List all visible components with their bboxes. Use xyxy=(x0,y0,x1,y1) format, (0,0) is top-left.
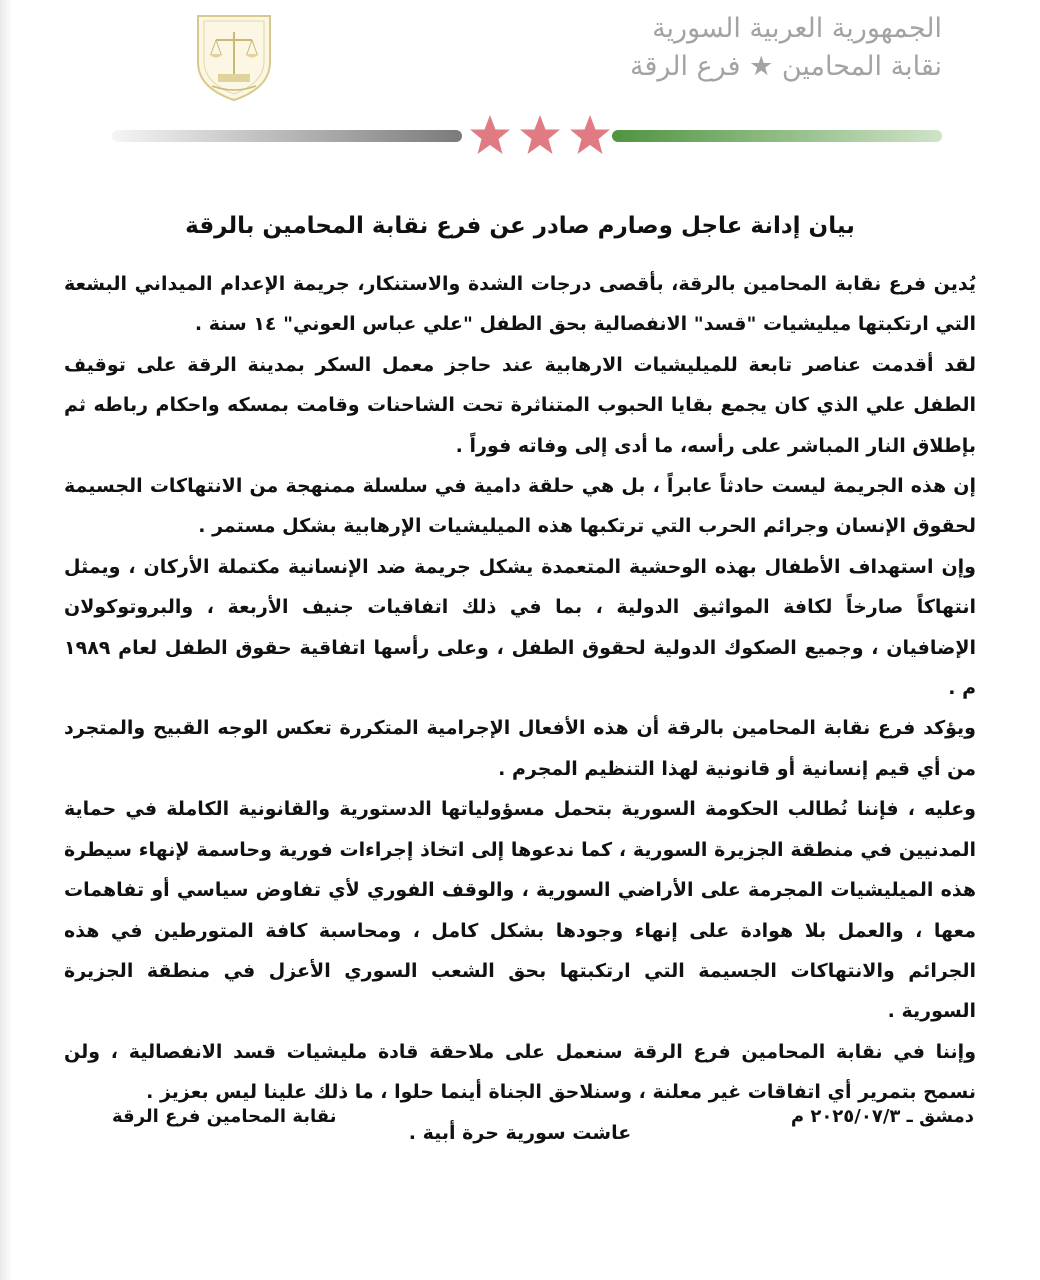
organization-header xyxy=(542,10,942,86)
paragraph: لقد أقدمت عناصر تابعة للميليشيات الارهابية عند حاجز معمل السكر بمدينة الرقة على توقيف الطفل علي الذي كان يجمع بقايا الحبوب المتناثرة تحت الشاحنات وقامت بمسكه واحكام رباطه ثم بإطلاق النار المباشر على رأسه، ما أدى إلى وفاته فوراً . xyxy=(64,353,976,457)
closing-slogan: عاشت سورية حرة أبية . xyxy=(408,1121,632,1144)
date-line: دمشق ـ ٢٠٢٥/٠٧/٣ م xyxy=(790,1106,974,1127)
paragraph: وإن استهداف الأطفال بهذه الوحشية المتعمدة يشكل جريمة ضد الإنسانية مكتملة الأركان ، ويمثل انتهاكاً صارخاً لكافة المواثيق الدولية ، بما في ذلك اتفاقيات جنيف الأربعة ، والبروتوكولان الإضافيان ، وجميع الصكوك الدولية لحقوق الطفل ، وعلى رأسها اتفاقية حقوق الطفل لعام ١٩٨٩ م . xyxy=(64,555,976,700)
paragraph: وإننا في نقابة المحامين فرع الرقة سنعمل على ملاحقة قادة مليشيات قسد الانفصالية ، ولن نسمح بتمرير أي اتفاقات غير معلنة ، وسنلاحق الجناة أينما حلوا ، ما ذلك علينا ليس بعزيز . xyxy=(64,1040,976,1104)
statement-title: بيان إدانة عاجل وصارم صادر عن فرع نقابة المحامين بالرقة xyxy=(185,213,855,239)
paragraph: يُدين فرع نقابة المحامين بالرقة، بأقصى درجات الشدة والاستنكار، جريمة الإعدام الميداني البشعة التي ارتكبتها ميليشيات "قسد" الانفصالية بحق الطفل "علي عباس العوني" ١٤ سنة . xyxy=(64,273,976,336)
star-icon xyxy=(570,115,610,154)
three-stars-icon xyxy=(470,112,610,162)
star-icon xyxy=(470,115,510,154)
paragraph: ويؤكد فرع نقابة المحامين بالرقة أن هذه الأفعال الإجرامية المتكررة تعكس الوجه القبيح والمتجرد من أي قيم إنسانية أو قانونية لهذا التنظيم المجرم . xyxy=(64,717,976,780)
header-divider-gray xyxy=(112,130,462,142)
footer xyxy=(112,1106,974,1140)
statement-body xyxy=(64,196,976,1153)
branch-name: نقابة المحامين ★ فرع الرقة xyxy=(629,51,942,82)
country-name: الجمهورية العربية السورية xyxy=(652,13,942,44)
lawyers-syndicate-emblem xyxy=(192,12,276,102)
paragraph: وعليه ، فإننا نُطالب الحكومة السورية بتحمل مسؤولياتها الدستورية والقانونية الكاملة في حماية المدنيين في منطقة الجزيرة السورية ، كما ندعوها إلى اتخاذ إجراءات فورية وحاسمة لإنهاء سيطرة هذه الميليشيات المجرمة على الأراضي السورية ، والوقف الفوري لأي تفاوض سياسي أو تفاهمات معها ، والعمل بلا هوادة على إنهاء وجودها بشكل كامل ، ومحاسبة كافة المتورطين في هذه الجرائم والانتهاكات الجسيمة التي ارتكبتها بحق الشعب السوري الأعزل في منطقة الجزيرة السورية . xyxy=(64,798,976,1023)
signature: نقابة المحامين فرع الرقة xyxy=(112,1106,337,1127)
paragraph: إن هذه الجريمة ليست حادثاً عابراً ، بل هي حلقة دامية في سلسلة ممنهجة من الانتهاكات الجسيمة لحقوق الإنسان وجرائم الحرب التي ترتكبها هذه الميليشيات الإرهابية بشكل مستمر . xyxy=(64,475,976,538)
header-divider-green xyxy=(612,130,942,142)
star-icon xyxy=(520,115,560,154)
page-edge-shadow xyxy=(0,0,12,1280)
